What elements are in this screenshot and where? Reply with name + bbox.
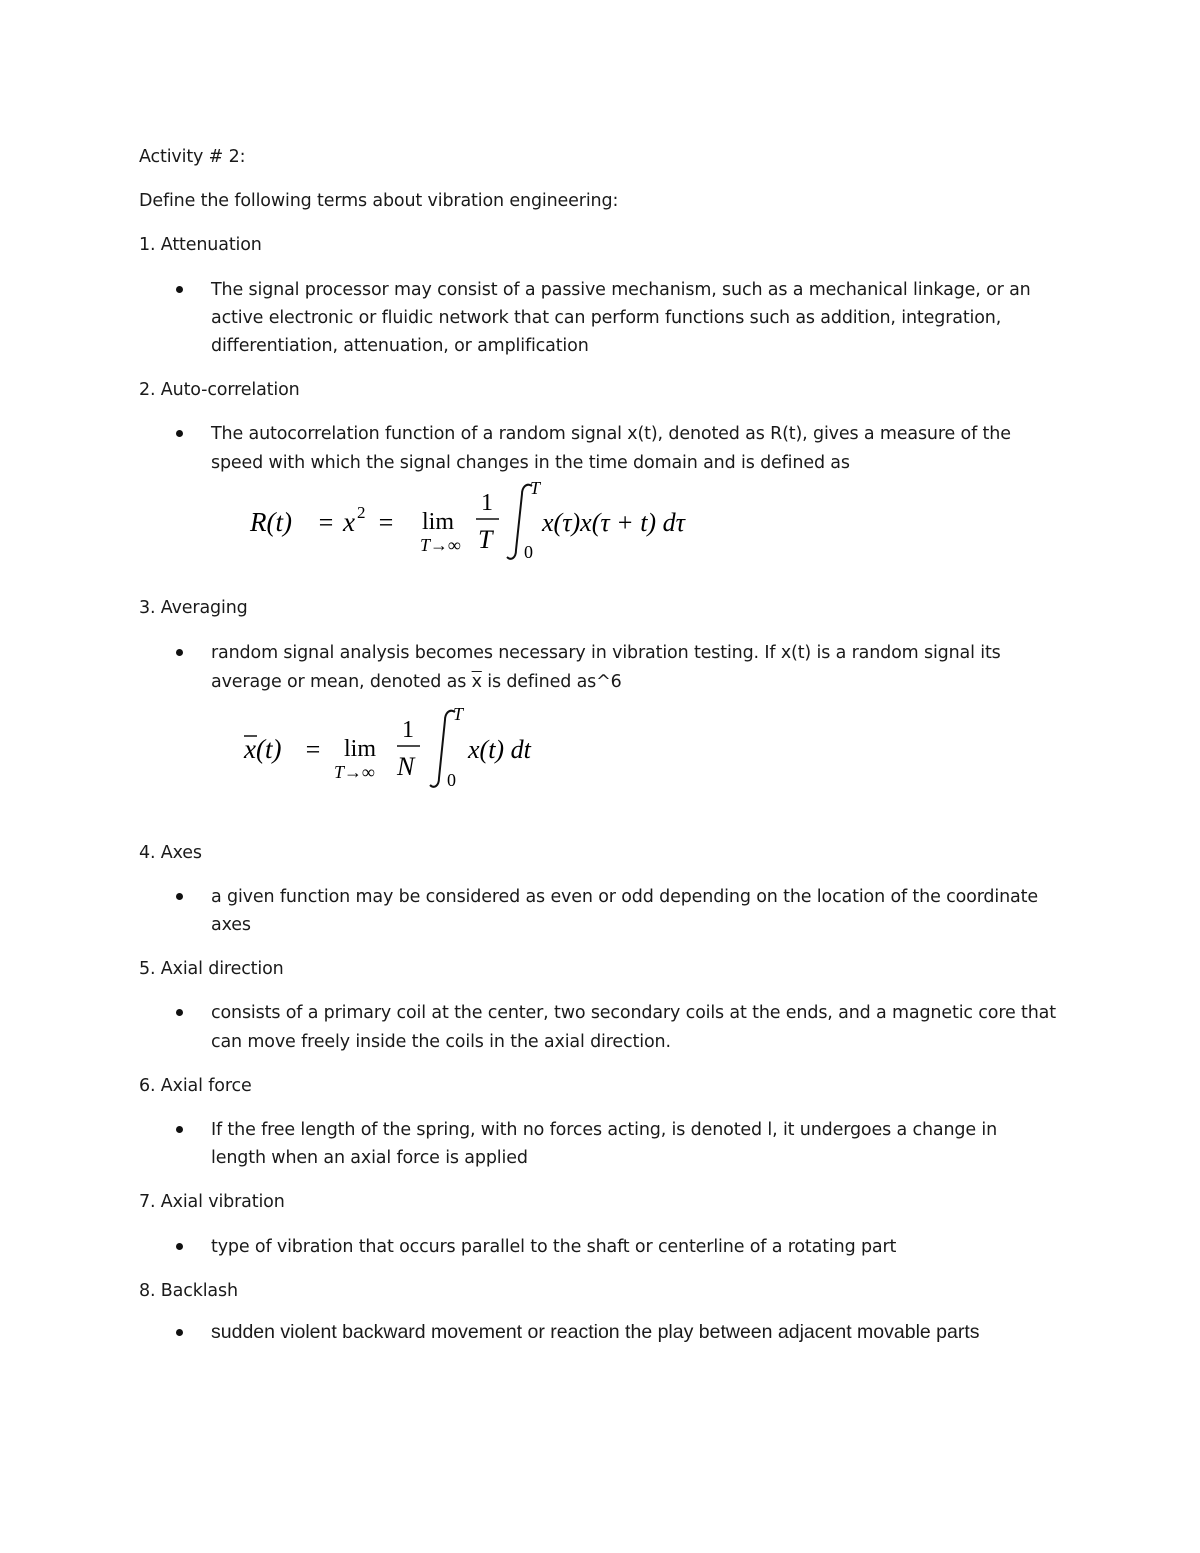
definition-line: active electronic or fluidic network that can perform functions such as addition, integration, xyxy=(211,308,1002,328)
instruction-text: Define the following terms about vibration engineering: xyxy=(139,191,619,211)
eq-integral-upper: T xyxy=(530,478,541,498)
eq-lim-subscript: T→∞ xyxy=(420,535,461,555)
eq-equals: = xyxy=(377,508,395,537)
term-heading-attenuation: 1. Attenuation xyxy=(139,235,262,255)
bullet-icon xyxy=(176,286,183,293)
eq-integral-upper: T xyxy=(453,704,464,724)
bullet-icon xyxy=(176,1126,183,1133)
bullet-icon xyxy=(176,1329,183,1336)
term-heading-backlash: 8. Backlash xyxy=(139,1281,238,1301)
eq-lhs: R(t) xyxy=(250,507,292,537)
autocorrelation-equation xyxy=(246,478,746,564)
definition-line-text: average or mean, denoted as xyxy=(211,672,467,692)
definition-line: The autocorrelation function of a random signal x(t), denoted as R(t), gives a measure of the xyxy=(211,424,1011,444)
definition-line: can move freely inside the coils in the axial direction. xyxy=(211,1032,671,1052)
average-equation xyxy=(240,700,580,792)
eq-lim-subscript: T→∞ xyxy=(334,762,375,782)
definition-line: consists of a primary coil at the center, two secondary coils at the ends, and a magnetic core that xyxy=(211,1003,1056,1023)
definition-line: axes xyxy=(211,915,251,935)
eq-denominator: T xyxy=(478,525,493,554)
eq-lim: lim xyxy=(422,509,455,535)
definition-line-suffix: is defined as^6 xyxy=(487,672,622,692)
bullet-icon xyxy=(176,1243,183,1250)
definition-line: If the free length of the spring, with no forces acting, is denoted l, it undergoes a change in xyxy=(211,1120,998,1140)
eq-equals: = xyxy=(304,735,322,764)
definition-line: a given function may be considered as even or odd depending on the location of the coordinate xyxy=(211,887,1038,907)
definition-line: random signal analysis becomes necessary in vibration testing. If x(t) is a random signal its xyxy=(211,643,1001,663)
eq-term: x xyxy=(343,507,355,537)
term-heading-auto-correlation: 2. Auto-correlation xyxy=(139,380,300,400)
eq-integral-lower: 0 xyxy=(447,770,456,790)
bullet-icon xyxy=(176,430,183,437)
eq-numerator: 1 xyxy=(481,490,493,516)
definition-line: length when an axial force is applied xyxy=(211,1148,528,1168)
definition-line: differentiation, attenuation, or amplification xyxy=(211,336,589,356)
term-heading-axial-force: 6. Axial force xyxy=(139,1076,252,1096)
eq-equals: = xyxy=(317,508,335,537)
definition-line: speed with which the signal changes in the time domain and is defined as xyxy=(211,453,850,473)
activity-title: Activity # 2: xyxy=(139,147,246,167)
definition-line: sudden violent backward movement or reaction the play between adjacent movable parts xyxy=(211,1321,980,1343)
term-heading-axial-vibration: 7. Axial vibration xyxy=(139,1192,285,1212)
bullet-icon xyxy=(176,893,183,900)
bullet-icon xyxy=(176,649,183,656)
eq-numerator: 1 xyxy=(402,717,414,743)
definition-line: type of vibration that occurs parallel to the shaft or centerline of a rotating part xyxy=(211,1237,897,1257)
eq-integrand: x(t) dt xyxy=(468,735,531,764)
eq-superscript: 2 xyxy=(357,503,366,522)
term-heading-axes: 4. Axes xyxy=(139,843,202,863)
term-heading-axial-direction: 5. Axial direction xyxy=(139,959,284,979)
x-bar-symbol: $\overline{x}$ xyxy=(471,672,482,692)
definition-line: The signal processor may consist of a passive mechanism, such as a mechanical linkage, or an xyxy=(211,280,1031,300)
term-heading-averaging: 3. Averaging xyxy=(139,598,248,618)
eq-denominator: N xyxy=(397,752,415,781)
eq-lhs: x(t) xyxy=(244,734,282,764)
eq-integrand: x(τ)x(τ + t) dτ xyxy=(542,508,685,537)
definition-line xyxy=(211,668,622,696)
eq-lim: lim xyxy=(344,736,377,762)
bullet-icon xyxy=(176,1009,183,1016)
eq-integral-lower: 0 xyxy=(524,542,533,562)
